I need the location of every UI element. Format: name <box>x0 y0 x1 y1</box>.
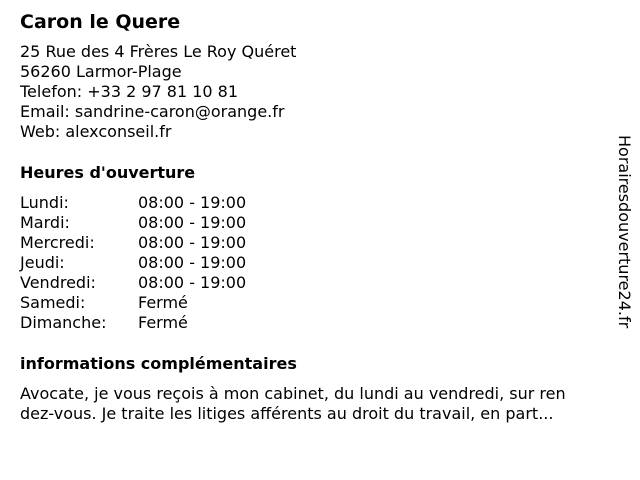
day-hours: 08:00 - 19:00 <box>138 253 247 272</box>
hours-row <box>20 193 246 213</box>
hours-row <box>20 293 246 313</box>
day-label: Mercredi: <box>20 233 95 252</box>
hours-row <box>20 213 246 233</box>
day-label: Samedi: <box>20 293 86 312</box>
additional-info-heading: informations complémentaires <box>20 354 297 373</box>
contact-block <box>20 42 610 142</box>
day-hours: 08:00 - 19:00 <box>138 233 247 252</box>
day-hours: 08:00 - 19:00 <box>138 273 247 292</box>
email-line: Email: sandrine-caron@orange.fr <box>20 102 285 121</box>
hours-row <box>20 253 246 273</box>
hours-row <box>20 233 246 253</box>
day-label: Dimanche: <box>20 313 107 332</box>
opening-hours-heading: Heures d'ouverture <box>20 163 196 182</box>
day-label: Mardi: <box>20 213 70 232</box>
day-hours: Fermé <box>138 293 188 312</box>
day-label: Vendredi: <box>20 273 96 292</box>
opening-hours-table <box>20 193 246 333</box>
day-hours: Fermé <box>138 313 188 332</box>
day-label: Lundi: <box>20 193 69 212</box>
day-hours: 08:00 - 19:00 <box>138 213 247 232</box>
website-line: Web: alexconseil.fr <box>20 122 172 141</box>
description-line: Avocate, je vous reçois à mon cabinet, du lundi au vendredi, sur ren <box>20 384 566 403</box>
phone-line: Telefon: +33 2 97 81 10 81 <box>20 82 239 101</box>
description-line: dez-vous. Je traite les litiges afférents au droit du travail, en part... <box>20 404 554 423</box>
hours-row <box>20 273 246 293</box>
hours-row <box>20 313 246 333</box>
additional-info-text <box>20 384 620 424</box>
business-card <box>20 10 610 424</box>
address-line-city: 56260 Larmor-Plage <box>20 62 182 81</box>
site-watermark: Horairesdouverture24.fr <box>615 135 634 329</box>
day-hours: 08:00 - 19:00 <box>138 193 247 212</box>
business-name: Caron le Quere <box>20 11 181 33</box>
day-label: Jeudi: <box>20 253 65 272</box>
address-line-street: 25 Rue des 4 Frères Le Roy Quéret <box>20 42 297 61</box>
